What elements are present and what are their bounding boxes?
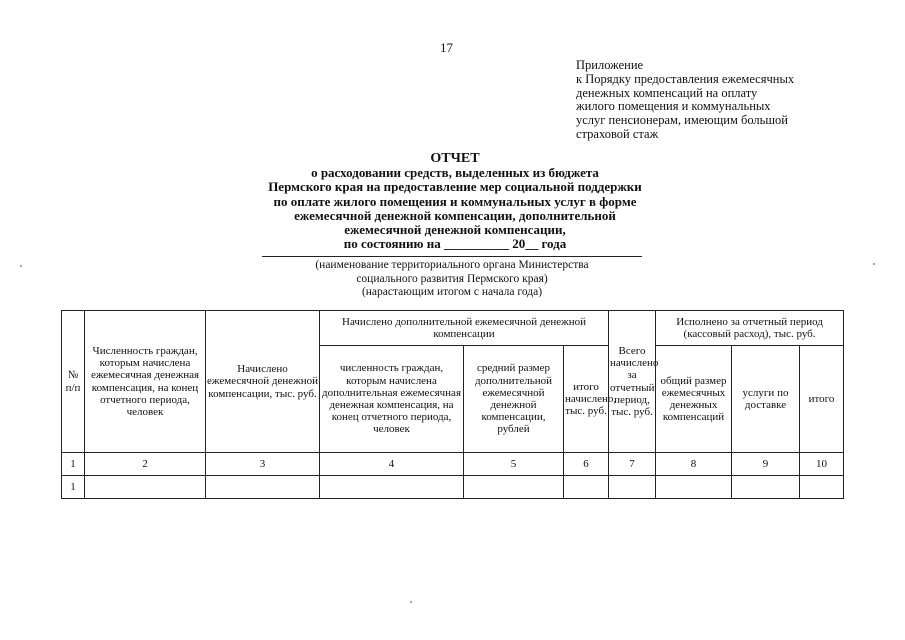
cell-empty bbox=[464, 476, 564, 499]
column-number: 10 bbox=[800, 453, 844, 476]
cell-empty bbox=[206, 476, 320, 499]
column-number: 9 bbox=[732, 453, 800, 476]
notes bbox=[262, 259, 642, 300]
appendix-line: денежных компенсаций на оплату bbox=[576, 85, 758, 100]
appendix-line: к Порядку предоставления ежемесячных bbox=[576, 71, 795, 86]
appendix-line: Приложение bbox=[576, 58, 644, 72]
header-exec-total: итого bbox=[800, 346, 844, 453]
title-line: ежемесячной денежной компенсации, дополнительной bbox=[294, 207, 616, 223]
appendix-line: жилого помещения и коммунальных bbox=[576, 99, 771, 114]
cell-empty bbox=[564, 476, 609, 499]
header-add-total: итого начислено, тыс. руб. bbox=[564, 346, 609, 453]
title-line: по состоянию на __________ 20__ года bbox=[343, 236, 567, 252]
header-num: № п/п bbox=[62, 311, 85, 453]
report-title bbox=[170, 152, 740, 251]
cell-empty bbox=[732, 476, 800, 499]
cell-empty bbox=[609, 476, 656, 499]
row-number: 1 bbox=[62, 476, 85, 499]
note-line: (наименование территориального органа Министерства bbox=[315, 259, 589, 271]
header-additional-group: Начислено дополнительной ежемесячной денежной компенсации bbox=[320, 311, 609, 346]
appendix-caption bbox=[576, 59, 876, 142]
title-main: ОТЧЕТ bbox=[430, 151, 480, 166]
header-exec-delivery: услуги по доставке bbox=[732, 346, 800, 453]
header-total-accrued: Всего начислено за отчетный период, тыс. руб. bbox=[609, 311, 656, 453]
column-number: 8 bbox=[656, 453, 732, 476]
scan-speck bbox=[20, 265, 22, 267]
header-add-citizens: численность граждан, которым начислена дополнительная ежемесячная денежная компенсация, на конец отчетного периода, человек bbox=[320, 346, 464, 453]
header-add-avg: средний размер дополнительной ежемесячной денежной компенсации, рублей bbox=[464, 346, 564, 453]
column-number: 2 bbox=[85, 453, 206, 476]
header-exec-total-size: общий размер ежемесячных денежных компенсаций bbox=[656, 346, 732, 453]
column-number: 4 bbox=[320, 453, 464, 476]
column-number: 5 bbox=[464, 453, 564, 476]
report-table bbox=[61, 310, 844, 499]
note-line: социального развития Пермского края) bbox=[356, 272, 548, 285]
column-number-row bbox=[62, 453, 844, 476]
column-number: 1 bbox=[62, 453, 85, 476]
header-citizens: Численность граждан, которым начислена ежемесячная денежная компенсация, на конец отчетного периода, человек bbox=[85, 311, 206, 453]
cell-empty bbox=[85, 476, 206, 499]
title-line: ежемесячной денежной компенсации, bbox=[344, 222, 566, 238]
cell-empty bbox=[800, 476, 844, 499]
appendix-line: страховой стаж bbox=[576, 126, 659, 141]
note-line: (нарастающим итогом с начала года) bbox=[361, 286, 543, 298]
header-executed-group: Исполнено за отчетный период (кассовый расход), тыс. руб. bbox=[656, 311, 844, 346]
title-line: по оплате жилого помещения и коммунальных услуг в форме bbox=[273, 193, 637, 209]
appendix-line: услуг пенсионерам, имеющим большой bbox=[576, 113, 788, 128]
table-row bbox=[62, 476, 844, 499]
column-number: 6 bbox=[564, 453, 609, 476]
header-accrued: Начислено ежемесячной денежной компенсации, тыс. руб. bbox=[206, 311, 320, 453]
header-row-1 bbox=[62, 311, 844, 346]
column-number: 3 bbox=[206, 453, 320, 476]
scan-speck bbox=[410, 601, 412, 603]
cell-empty bbox=[320, 476, 464, 499]
cell-empty bbox=[656, 476, 732, 499]
organ-name-line bbox=[262, 256, 642, 257]
scan-speck bbox=[873, 263, 875, 265]
title-line: Пермского края на предоставление мер социальной поддержки bbox=[268, 179, 642, 195]
page-number: 17 bbox=[440, 40, 453, 55]
column-number: 7 bbox=[609, 453, 656, 476]
title-line: о расходовании средств, выделенных из бюджета bbox=[311, 165, 599, 181]
